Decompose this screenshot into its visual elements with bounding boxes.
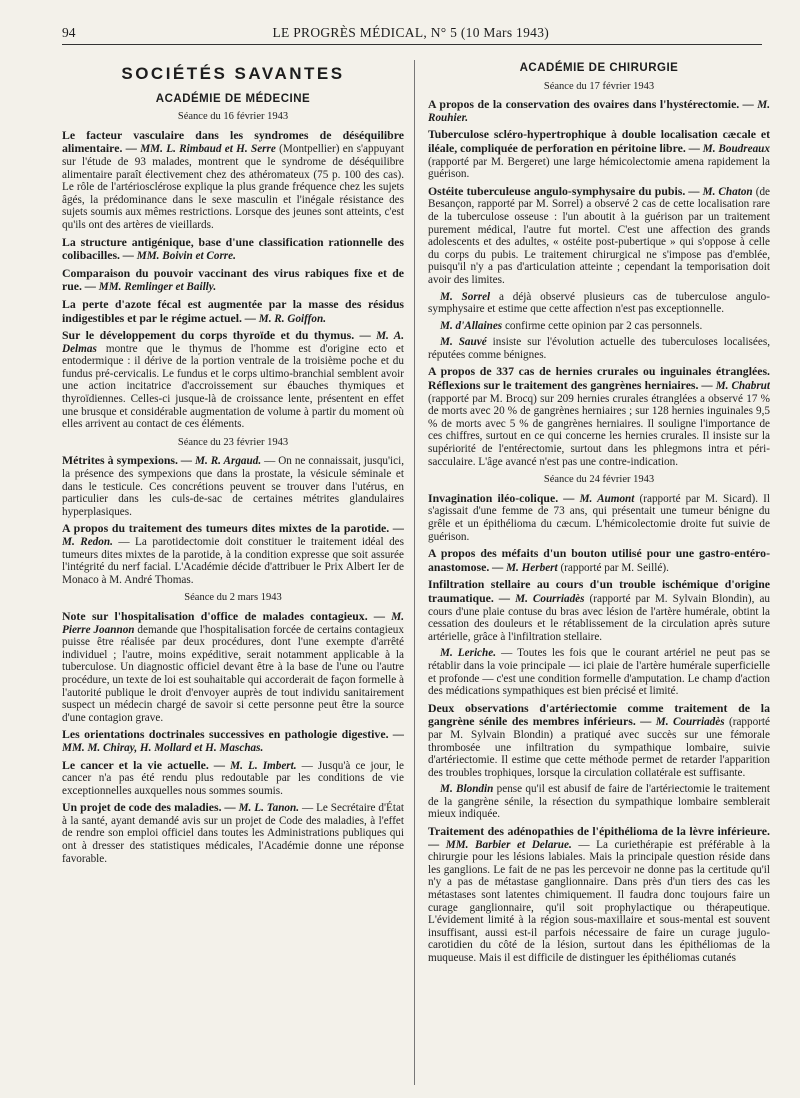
- article-heading: A propos des méfaits d'un bouton utilisé pour une gastro-entéro-anastomose.: [428, 546, 770, 574]
- section-title: SOCIÉTÉS SAVANTES: [121, 64, 345, 83]
- article-authors: — M. Rouhier.: [428, 99, 770, 124]
- article-authors: — M. Chaton: [688, 185, 753, 198]
- article: [428, 492, 770, 543]
- journal-title: LE PROGRÈS MÉDICAL, N° 5 (10 Mars 1943): [272, 25, 550, 40]
- article-text: — La curiethérapie est préférable à la chirurgie pour les lésions labiales. Mais la principale question réside dans les ganglions. Le fait de ne pas les percevoir ne donne pas la certitude qu'il n'y a pas de métastase ganglionnaire. Dans près d'un tiers des cas les métastases sont latentes chimiquement. Il faudra donc toujours faire un curage ganglionnaire, qu'il soit prophylactique ou thérapeutique. L'évidement limité à la région sous-maxillaire et sous-mental est souvent insuffisant, aussi est-il parfois nécessaire de faire un curage jugulo-carotidien du côté de la lésion, surtout dans les épithéliomas de la muqueuse. Mais il est difficile de distinguer les épithéliomas cutanés: [428, 838, 770, 964]
- article: [428, 578, 770, 643]
- article-heading: Note sur l'hospitalisation d'office de malades contagieux.: [62, 608, 368, 623]
- article: [62, 329, 404, 431]
- article-text: (rapporté par M. Sylvain Blondin) a pratiqué avec succès sur une fémorale thrombosée une infiltration du sympathique lombaire, suivie d'artériectomie. Il estime que cette méthode permet de retarder l'apparition des troubles trophiques, lorsque la circulation collatérale est suffisante.: [428, 716, 770, 779]
- article-authors: M. Leriche.: [440, 647, 497, 660]
- article-heading: La structure antigénique, base d'une classification rationnelle des colibacilles.: [62, 234, 404, 263]
- article-heading: Deux observations d'artériectomie comme traitement de la gangrène sénile des membres inférieurs.: [428, 700, 770, 729]
- article-authors: — M. A. Delmas: [62, 330, 404, 355]
- column-divider: [414, 60, 415, 1085]
- article: [428, 547, 770, 574]
- article-authors: — M. R. Argaud.: [180, 455, 262, 468]
- article: [62, 728, 404, 754]
- article-text: — On ne connaissait, jusqu'ici, la présence des sympexions que dans la prostate, la vésicule séminale et dans le testicule. Ces concrétions peuvent se trouver dans l'utérus, en particulier dans les culs-de-sac de certaines métrites glandulaires hyperplasiques.: [62, 455, 404, 518]
- article: [62, 759, 404, 798]
- article-text: (de Besançon, rapporté par M. Sorrel) a observé 2 cas de cette localisation rare de la tuberculose osseuse : l'un aboutit à la guérison par un traitement purement médical, l'autre fut mortel. C'est une affection des grands adolescents et des adultes, « ostéite post-pubertique » qui s'oppose à celle du corps du pubis. Le traitement chirurgical ne s'impose pas d'emblée, puisqu'il n'y a pas d'articulation atteinte ; cependant la temporisation doit avoir des limites.: [428, 185, 770, 286]
- article: [428, 336, 770, 361]
- article-authors: M. Sauvé: [440, 336, 487, 349]
- article-authors: — MM. Remlinger et Bailly.: [84, 281, 217, 294]
- seance-date: Séance du 16 février 1943: [177, 111, 289, 123]
- article-authors: — MM. Boivin et Corre.: [122, 250, 236, 263]
- article-text: — Toutes les fois que le courant artériel ne peut pas se rétablir dans la voie principale — ici plaie de l'artère humérale superficielle et profonde — c'est une condition formelle d'amputation. Le champ d'action des médications sympathiques est bien précisé et limité.: [428, 647, 770, 698]
- article-text: montre que le thymus de l'homme est d'origine ecto et entodermique : il dérive de la portion ventrale de la troisième poche et du fundus pré-cervicalis. Le fundus et le corps ultimo-branchial semblent avoir une action incitatrice d'accroissement sur ébauches thymiques et thyroïdiennes. Celles-ci jusque-là de croissance lente, présentent en effet une brusque et considérable augmentation de volume à partir du moment où elles arrivent au contact de ces éléments.: [62, 342, 404, 431]
- article-authors: — MM. Barbier et Delarue.: [428, 838, 572, 851]
- article-authors: — M. Pierre Joannon: [62, 610, 404, 636]
- article-text: (rapporté par M. Bergeret) une large hémicolectomie amena rapidement la guérison.: [428, 155, 770, 181]
- article-text: (rapporté par M. Seillé).: [560, 561, 669, 574]
- article: [62, 801, 404, 865]
- article-authors: — M. Boudreaux: [688, 142, 770, 155]
- article-authors: — M. R. Goiffon.: [244, 312, 327, 325]
- article-authors: — M. Courriadès: [498, 592, 585, 605]
- article-text: insiste sur l'évolution actuelle des tuberculoses localisées, réputées comme bénignes.: [428, 336, 770, 361]
- article-authors: — M. Herbert: [492, 561, 558, 574]
- article: [428, 320, 770, 333]
- article-heading: Tuberculose scléro-hypertrophique à double localisation cæcale et iléale, compliquée de perforation en péritoine libre.: [428, 127, 770, 155]
- article-text: confirme cette opinion par 2 cas personnels.: [504, 319, 703, 332]
- article: [62, 610, 404, 724]
- article-text: — La parotidectomie doit constituer le traitement idéal des tumeurs dites mixtes de la parotide, à la condition expresse que soit assurée l'intégrité du nerf facial. L'Académie décide d'attribuer le Prix Albert Ier de Monaco à M. André Thomas.: [62, 536, 404, 586]
- article: [62, 298, 404, 325]
- article-text: — Jusqu'à ce jour, le cancer n'a pas été rendu plus redoutable par les conditions de vie exceptionnelles auxquelles nous sommes soumis.: [62, 759, 404, 797]
- article-text: (rapporté par M. Sylvain Blondin), au cours d'une plaie contuse du bras avec lésion de l'artère humérale, obtint la cessation des douleurs et le rétablissement de la circulation après suture artérielle, grâce à l'infiltration stellaire.: [428, 592, 770, 643]
- article: [428, 702, 770, 780]
- right-column: [428, 52, 770, 1092]
- article-heading: A propos de la conservation des ovaires dans l'hystérectomie.: [428, 97, 740, 112]
- article: [62, 454, 404, 518]
- article-authors: — M. Chabrut: [701, 380, 770, 393]
- left-seances: [62, 111, 404, 865]
- article-heading: Invagination iléo-colique.: [428, 490, 559, 505]
- article: [428, 98, 770, 124]
- article-authors: — M. Aumont: [563, 492, 635, 505]
- article-heading: Comparaison du pouvoir vaccinant des virus rabiques fixe et de rue.: [62, 265, 404, 294]
- seance-date: Séance du 2 mars 1943: [184, 592, 282, 604]
- article-authors: — MM. L. Rimbaud et H. Serre: [125, 143, 276, 156]
- article-heading: Sur le développement du corps thyroïde et du thymus.: [62, 328, 355, 343]
- article-authors: — MM. M. Chiray, H. Mollard et H. Maschas.: [62, 729, 404, 754]
- article-heading: Les orientations doctrinales successives en pathologie digestive.: [62, 727, 389, 742]
- article-authors: M. Blondin: [440, 783, 494, 796]
- article-authors: — M. Courriadès: [640, 716, 725, 729]
- article-text: — Le Secrétaire d'État à la santé, ayant demandé avis sur un projet de Code des maladies, à l'effet de rendre son emploi officiel dans toutes les Administrations publiques qui ont à dresser des statistiques médicales, l'Académie donne une réponse favorable.: [62, 802, 404, 865]
- article-heading: A propos du traitement des tumeurs dites mixtes de la parotide.: [62, 521, 390, 536]
- seance-date: Séance du 24 février 1943: [543, 474, 655, 486]
- article: [428, 783, 770, 821]
- left-column: [62, 52, 404, 1092]
- page-number: 94: [62, 25, 76, 40]
- article-authors: — M. L. Tanon.: [224, 802, 300, 815]
- article: [62, 267, 404, 294]
- article-heading: Le facteur vasculaire dans les syndromes de déséquilibre alimentaire.: [62, 127, 404, 156]
- academy-title: ACADÉMIE DE CHIRURGIE: [519, 62, 679, 74]
- article: [62, 236, 404, 263]
- seance-date: Séance du 23 février 1943: [177, 436, 289, 448]
- article-heading: Un projet de code des maladies.: [62, 800, 222, 815]
- article-heading: Ostéite tuberculeuse angulo-symphysaire du pubis.: [428, 183, 686, 198]
- article: [428, 647, 770, 697]
- article-authors: — M. Redon.: [62, 523, 404, 548]
- page-header: [62, 22, 762, 45]
- article-heading: Le cancer et la vie actuelle.: [62, 757, 209, 772]
- article-heading: A propos de 337 cas de hernies crurales ou inguinales étranglées. Réflexions sur le traitement des gangrènes herniaires.: [428, 364, 770, 393]
- article-authors: M. d'Allaines: [440, 319, 503, 332]
- article-authors: — M. L. Imbert.: [213, 759, 297, 772]
- article-authors: M. Sorrel: [440, 290, 491, 303]
- article-heading: Traitement des adénopathies de l'épithélioma de la lèvre inférieure.: [428, 824, 770, 839]
- article-text: pense qu'il est abusif de faire de l'artériectomie le traitement de la gangrène sénile, la résection du sympathique lombaire semblerait mieux indiquée.: [428, 783, 770, 821]
- article: [428, 825, 770, 965]
- article: [428, 291, 770, 316]
- article: [428, 365, 770, 468]
- article: [62, 522, 404, 586]
- article-heading: La perte d'azote fécal est augmentée par la masse des résidus indigestibles et par le régime actuel.: [62, 296, 404, 325]
- article-text: (Montpellier) en s'appuyant sur l'étude de 93 malades, montrent que le syndrome de déséquilibre alimentaire paraît électivement chez des athéromateux (75 p. 100 des cas). Le rôle de l'artériosclérose explique la plus grande fréquence chez les sujets âgés, la prédominance dans le sexe masculin et l'inégale résistance des sujets soumis aux mêmes restrictions. Lorsque des jeunes sont atteints, c'est qu'ils ont des artères de vieillards.: [62, 143, 404, 231]
- article: [428, 128, 770, 180]
- article: [62, 129, 404, 232]
- article-text: (rapporté par M. Brocq) sur 209 hernies crurales étranglées a observé 17 % de morts avec 20 % de gangrènes herniaires ; sur 128 hernies inguinales 9,5 % de morts avec 5 % de gangrènes herniaires. Il souligne l'importance de ces chiffres, surtout en ce qui concerne les hernies crurales. Il insiste sur la supériorité de l'entérectomie, surtout dans les phlegmons intra et péri-sacculaire. L'âge avancé n'est pas une contre-indication.: [428, 392, 770, 468]
- article-text: (rapporté par M. Sicard). Il s'agissait d'une femme de 73 ans, qui présentait une tumeur bénigne du grêle et un épithélioma du cæcum. L'hémicolectomie droite fut suivie de guérison.: [428, 492, 770, 543]
- seance-date: Séance du 17 février 1943: [543, 80, 655, 92]
- article: [428, 185, 770, 287]
- article-heading: Infiltration stellaire au cours d'un trouble ischémique d'origine traumatique.: [428, 577, 770, 605]
- academy-title: ACADÉMIE DE MÉDECINE: [155, 92, 311, 105]
- right-seances: [428, 81, 770, 965]
- article-text: demande que l'hospitalisation forcée de certains contagieux puisse être réalisée par deux procédures, dont l'une exempte d'arrêté individuel ; l'autre, moins expéditive, serait notamment applicable à la tuberculose. Un diagnostic officiel devant être à la base de l'une ou l'autre procédure, un texte de loi est souhaitable qui accorderait de façon formelle à l'autorité publique le droit d'envoyer auprès de tout individu sanitairement suspect un médecin chargé de savoir si cette personne peut être la source d'une contagion grave.: [62, 623, 404, 724]
- article-heading: Métrites à sympexions.: [62, 453, 178, 468]
- article-text: a déjà observé plusieurs cas de tuberculose angulo-symphysaire et estime que cette affection n'est pas exceptionnelle.: [428, 290, 770, 316]
